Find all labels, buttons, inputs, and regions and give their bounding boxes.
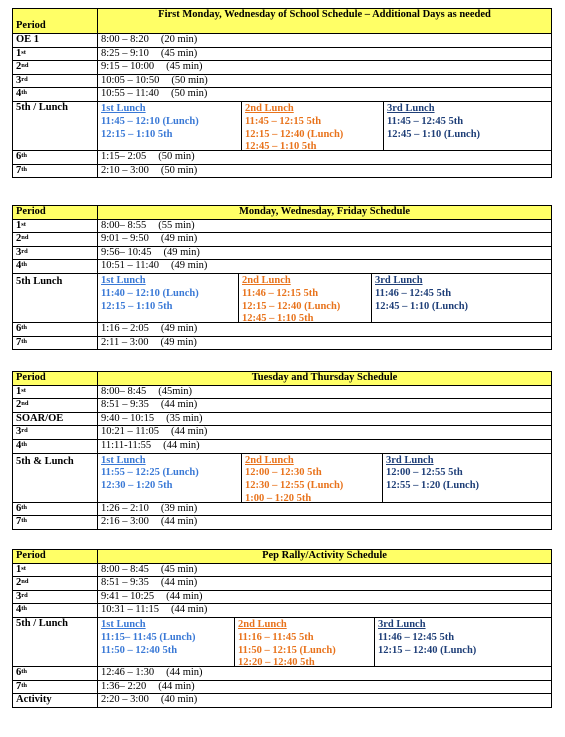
period-suffix: th [21, 681, 28, 689]
period-cell [13, 47, 98, 61]
time-range: 10:21 – 11:05 [101, 426, 159, 438]
lunch-time-line: 11:15– 11:45 (Lunch) [101, 631, 196, 643]
period-label: 7 [16, 516, 22, 528]
time-cell [98, 233, 552, 247]
period-header-label: Period [16, 372, 46, 383]
time-range: 8:25 – 9:10 [101, 47, 149, 59]
lunch-time-line: 11:50 – 12:15 (Lunch) [238, 644, 336, 656]
period-header-label: Period [16, 20, 46, 32]
lunch-option [98, 274, 238, 322]
table-row [13, 164, 552, 178]
lunch-heading: 1st Lunch [101, 454, 146, 466]
period-label: 6 [16, 150, 22, 162]
time-cell [98, 412, 552, 426]
lunch-time-line: 12:55 – 1:20 (Lunch) [386, 480, 480, 492]
table-row [13, 385, 552, 399]
table-row [13, 680, 552, 694]
table-row [13, 322, 552, 336]
lunch-period-cell [13, 453, 98, 502]
period-suffix: th [21, 605, 28, 613]
duration: (50 min) [170, 88, 208, 100]
lunch-period-label: 5th & Lunch [16, 455, 74, 467]
period-label: 7 [16, 680, 22, 692]
lunch-option [374, 618, 550, 666]
period-suffix: th [21, 261, 28, 269]
period-suffix: st [21, 220, 26, 228]
time-cell [98, 502, 552, 516]
table-row [13, 233, 552, 247]
lunch-period-cell [13, 101, 98, 150]
period-suffix: nd [21, 578, 29, 586]
duration: (44 min) [170, 426, 208, 438]
time-range: 1:15– 2:05 [101, 150, 147, 162]
time-cell [98, 590, 552, 604]
lunch-period-label: 5th Lunch [16, 275, 63, 287]
duration: (50 min) [158, 150, 195, 162]
lunch-time-line: 12:15 – 12:40 (Lunch) [245, 128, 344, 140]
lunch-time-line: 12:45 – 1:10 5th [245, 141, 317, 151]
period-label: 4 [16, 439, 22, 451]
duration: (44 min) [163, 439, 200, 451]
period-header-label: Period [16, 206, 46, 217]
table-row [13, 399, 552, 413]
duration: (44 min) [166, 590, 203, 602]
time-range: 11:11-11:55 [101, 439, 152, 451]
period-label: 3 [16, 246, 22, 258]
period-suffix: th [21, 440, 28, 448]
lunch-heading: 3rd Lunch [386, 454, 434, 466]
time-range: 12:46 – 1:30 [101, 666, 155, 678]
lunch-heading: 3rd Lunch [375, 274, 423, 286]
table-row [13, 47, 552, 61]
lunch-time-line: 12:20 – 12:40 5th [238, 657, 315, 667]
time-range: 1:26 – 2:10 [101, 502, 149, 514]
lunch-heading: 1st Lunch [101, 102, 146, 114]
schedule-table [12, 8, 552, 178]
lunch-time-line: 11:46 – 12:45 5th [375, 287, 452, 299]
lunch-time-line: 12:45 – 1:10 (Lunch) [387, 128, 481, 140]
time-cell [98, 399, 552, 413]
time-cell [98, 150, 552, 164]
time-cell [98, 61, 552, 75]
time-range: 8:51 – 9:35 [101, 399, 149, 411]
lunch-time-line: 12:30 – 12:55 (Lunch) [245, 480, 344, 492]
lunch-row [13, 453, 552, 502]
period-label: 6 [16, 322, 22, 334]
duration: (50 min) [160, 164, 198, 176]
period-cell [13, 322, 98, 336]
period-label: 7 [16, 336, 22, 348]
header-row [13, 206, 552, 220]
time-range: 8:51 – 9:35 [101, 577, 149, 589]
time-cell [98, 666, 552, 680]
lunch-heading: 2nd Lunch [242, 274, 291, 286]
period-label: 2 [16, 399, 22, 411]
lunch-heading: 3rd Lunch [387, 102, 435, 114]
table-row [13, 88, 552, 102]
duration: (45 min) [160, 47, 198, 59]
table-row [13, 219, 552, 233]
period-label: 4 [16, 604, 22, 616]
time-range: 1:16 – 2:05 [101, 322, 149, 334]
period-suffix: th [21, 151, 28, 159]
table-row [13, 666, 552, 680]
lunch-time-line: 12:00 – 12:55 5th [386, 467, 463, 479]
time-cell [98, 47, 552, 61]
lunch-options-cell [98, 273, 552, 322]
period-cell [13, 426, 98, 440]
time-range: 9:15 – 10:00 [101, 61, 155, 73]
period-suffix: th [21, 323, 28, 331]
duration: (49 min) [170, 260, 208, 272]
duration: (40 min) [160, 694, 198, 706]
time-cell [98, 164, 552, 178]
period-suffix: th [21, 165, 28, 173]
duration: (44 min) [160, 577, 198, 589]
duration: (44 min) [170, 604, 208, 616]
period-cell [13, 88, 98, 102]
time-range: 8:00 – 8:45 [101, 563, 149, 575]
time-range: 2:20 – 3:00 [101, 694, 149, 706]
duration: (49 min) [163, 246, 200, 258]
lunch-heading: 1st Lunch [101, 274, 146, 286]
period-suffix: th [21, 89, 28, 97]
period-suffix: nd [21, 234, 29, 242]
table-row [13, 439, 552, 453]
duration: (50 min) [171, 74, 208, 86]
period-label: 1 [16, 563, 22, 575]
schedule-table [12, 205, 552, 350]
lunch-time-line: 11:45 – 12:10 (Lunch) [101, 115, 199, 127]
duration: (44 min) [160, 399, 198, 411]
schedule-title-text: Tuesday and Thursday Schedule [251, 372, 398, 383]
time-range: 9:01 – 9:50 [101, 233, 149, 245]
period-label: 3 [16, 426, 22, 438]
period-suffix: th [21, 503, 28, 511]
time-range: 10:05 – 10:50 [101, 74, 160, 86]
time-range: 10:51 – 11:40 [101, 260, 159, 272]
time-cell [98, 246, 552, 260]
table-row [13, 577, 552, 591]
header-row [13, 372, 552, 386]
time-cell [98, 426, 552, 440]
lunch-time-line: 12:15 – 12:40 (Lunch) [378, 644, 477, 656]
period-label: 4 [16, 260, 22, 272]
period-cell [13, 680, 98, 694]
lunch-option [98, 618, 234, 666]
time-range: 1:36– 2:20 [101, 680, 147, 692]
period-cell [13, 516, 98, 530]
header-row [13, 550, 552, 564]
period-header [13, 550, 98, 564]
period-cell [13, 412, 98, 426]
table-row [13, 604, 552, 618]
period-suffix: nd [21, 400, 29, 408]
lunch-heading: 3rd Lunch [378, 618, 426, 630]
lunch-period-cell [13, 273, 98, 322]
duration: (39 min) [160, 502, 198, 514]
time-range: 2:16 – 3:00 [101, 516, 149, 528]
schedule-table [12, 549, 552, 708]
lunch-option [238, 274, 371, 322]
period-suffix: st [21, 48, 26, 56]
period-cell [13, 577, 98, 591]
lunch-time-line: 12:00 – 12:30 5th [245, 467, 322, 479]
period-cell [13, 150, 98, 164]
period-cell [13, 219, 98, 233]
time-cell [98, 516, 552, 530]
period-suffix: st [21, 564, 26, 572]
duration: (20 min) [160, 34, 198, 45]
lunch-row [13, 273, 552, 322]
lunch-period-cell [13, 617, 98, 666]
period-label: 1 [16, 219, 22, 231]
table-row [13, 246, 552, 260]
lunch-option [241, 102, 383, 150]
schedule-title [98, 206, 552, 220]
duration: (45 min) [160, 563, 198, 575]
time-cell [98, 219, 552, 233]
lunch-row [13, 101, 552, 150]
lunch-time-line: 11:46 – 12:45 5th [378, 631, 455, 643]
schedule-title [98, 550, 552, 564]
lunch-period-label: 5th / Lunch [16, 617, 68, 629]
time-cell [98, 88, 552, 102]
schedule-title-text: Monday, Wednesday, Friday Schedule [238, 206, 411, 217]
lunch-option [382, 454, 548, 502]
period-label: 2 [16, 61, 22, 73]
lunch-time-line: 12:15 – 1:10 5th [101, 128, 173, 140]
lunch-option [383, 102, 550, 150]
period-label: 2 [16, 233, 22, 245]
period-cell [13, 439, 98, 453]
period-cell [13, 604, 98, 618]
period-suffix: th [21, 337, 28, 345]
lunch-heading: 2nd Lunch [245, 102, 294, 114]
table-row [13, 34, 552, 48]
period-cell [13, 399, 98, 413]
period-label: 6 [16, 666, 22, 678]
period-header [13, 9, 98, 34]
lunch-options-cell [98, 101, 552, 150]
lunch-heading: 2nd Lunch [245, 454, 294, 466]
duration: (49 min) [160, 336, 197, 348]
period-cell [13, 233, 98, 247]
lunch-time-line: 11:45 – 12:15 5th [245, 115, 322, 127]
period-suffix: rd [21, 427, 28, 435]
time-range: 10:31 – 11:15 [101, 604, 159, 616]
time-cell [98, 322, 552, 336]
lunch-time-line: 12:30 – 1:20 5th [101, 480, 173, 492]
time-range: 2:11 – 3:00 [101, 336, 149, 348]
period-header-label: Period [16, 550, 46, 561]
time-cell [98, 34, 552, 48]
period-label: 4 [16, 88, 22, 100]
time-range: 9:40 – 10:15 [101, 412, 155, 424]
period-label: 2 [16, 577, 22, 589]
lunch-time-line: 11:55 – 12:25 (Lunch) [101, 467, 199, 479]
period-label: Activity [16, 694, 52, 706]
table-row [13, 590, 552, 604]
table-row [13, 336, 552, 350]
period-cell [13, 164, 98, 178]
table-row [13, 516, 552, 530]
duration: (55 min) [158, 219, 195, 231]
period-label: 6 [16, 502, 22, 514]
period-cell [13, 246, 98, 260]
duration: (49 min) [160, 233, 198, 245]
period-label: SOAR/OE [16, 412, 64, 424]
time-range: 9:41 – 10:25 [101, 590, 155, 602]
duration: (44 min) [160, 516, 198, 528]
schedule-title [98, 9, 552, 34]
period-suffix: rd [21, 591, 28, 599]
schedule-table [12, 371, 552, 530]
lunch-period-label: 5th / Lunch [16, 101, 68, 113]
period-cell [13, 260, 98, 274]
lunch-time-line: 1:00 – 1:20 5th [245, 492, 312, 503]
time-cell [98, 336, 552, 350]
lunch-time-line: 11:40 – 12:10 (Lunch) [101, 287, 199, 299]
time-range: 8:00 – 8:20 [101, 34, 149, 45]
duration: (45min) [158, 385, 193, 397]
time-range: 8:00– 8:45 [101, 385, 147, 397]
period-suffix: rd [21, 75, 28, 83]
time-cell [98, 260, 552, 274]
duration: (49 min) [160, 322, 198, 334]
time-cell [98, 563, 552, 577]
lunch-options [98, 454, 551, 502]
table-row [13, 61, 552, 75]
lunch-row [13, 617, 552, 666]
period-suffix: th [21, 667, 28, 675]
time-cell [98, 577, 552, 591]
period-header [13, 372, 98, 386]
time-range: 9:56– 10:45 [101, 246, 152, 258]
lunch-time-line: 12:15 – 12:40 (Lunch) [242, 300, 341, 312]
lunch-option [241, 454, 382, 502]
lunch-option [234, 618, 374, 666]
period-cell [13, 502, 98, 516]
lunch-time-line: 11:45 – 12:45 5th [387, 115, 464, 127]
lunch-time-line: 12:15 – 1:10 5th [101, 300, 173, 312]
time-range: 2:10 – 3:00 [101, 164, 149, 176]
time-range: 10:55 – 11:40 [101, 88, 159, 100]
table-row [13, 150, 552, 164]
lunch-time-line: 11:16 – 11:45 5th [238, 631, 314, 643]
duration: (44 min) [158, 680, 195, 692]
lunch-time-line: 12:45 – 1:10 5th [242, 313, 314, 323]
schedule-title [98, 372, 552, 386]
lunch-options [98, 618, 551, 666]
table-row [13, 426, 552, 440]
period-cell [13, 61, 98, 75]
table-row [13, 502, 552, 516]
period-label: 3 [16, 590, 22, 602]
time-range: 8:00– 8:55 [101, 219, 147, 231]
lunch-options-cell [98, 617, 552, 666]
time-cell [98, 74, 552, 88]
table-row [13, 694, 552, 708]
table-row [13, 563, 552, 577]
schedule-title-text: Pep Rally/Activity Schedule [262, 550, 387, 561]
table-row [13, 260, 552, 274]
table-row [13, 412, 552, 426]
lunch-option [98, 454, 241, 502]
lunch-heading: 2nd Lunch [238, 618, 287, 630]
header-row [13, 9, 552, 34]
time-cell [98, 385, 552, 399]
period-cell [13, 385, 98, 399]
period-cell [13, 694, 98, 708]
lunch-heading: 1st Lunch [101, 618, 146, 630]
period-cell [13, 666, 98, 680]
period-cell [13, 336, 98, 350]
period-header [13, 206, 98, 220]
lunch-time-line: 11:46 – 12:15 5th [242, 287, 319, 299]
time-cell [98, 694, 552, 708]
period-suffix: nd [21, 62, 29, 70]
time-cell [98, 604, 552, 618]
time-cell [98, 439, 552, 453]
lunch-option [371, 274, 547, 322]
table-row [13, 74, 552, 88]
time-cell [98, 680, 552, 694]
period-cell [13, 590, 98, 604]
period-suffix: th [21, 517, 28, 525]
duration: (35 min) [166, 412, 203, 424]
lunch-time-line: 11:50 – 12:40 5th [101, 644, 178, 656]
period-suffix: rd [21, 247, 28, 255]
period-label: OE 1 [16, 34, 40, 45]
period-cell [13, 563, 98, 577]
period-cell [13, 34, 98, 48]
period-label: 3 [16, 74, 22, 86]
duration: (45 min) [166, 61, 203, 73]
lunch-options-cell [98, 453, 552, 502]
lunch-options [98, 102, 551, 150]
lunch-time-line: 12:45 – 1:10 (Lunch) [375, 300, 469, 312]
schedule-title-text: First Monday, Wednesday of School Schedule – Additional Days as needed [158, 9, 491, 20]
duration: (44 min) [166, 666, 203, 678]
period-cell [13, 74, 98, 88]
period-label: 1 [16, 47, 22, 59]
lunch-option [98, 102, 241, 150]
period-label: 1 [16, 385, 22, 397]
period-suffix: st [21, 386, 26, 394]
period-label: 7 [16, 164, 22, 176]
lunch-options [98, 274, 551, 322]
